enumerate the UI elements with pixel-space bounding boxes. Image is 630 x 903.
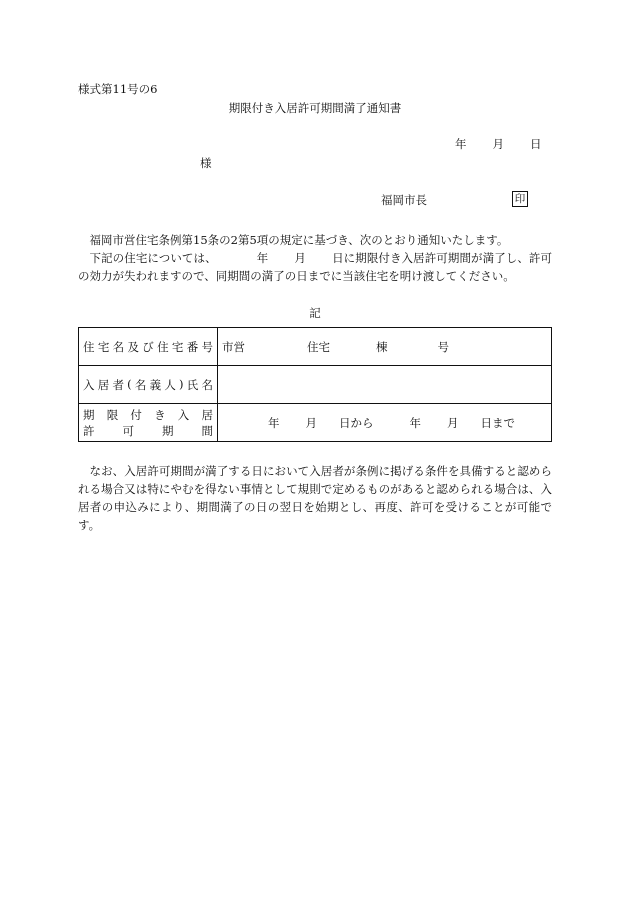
issue-date xyxy=(455,137,542,151)
seal-mark: 印 xyxy=(512,191,528,207)
body-text xyxy=(78,231,552,285)
date-year: 年 xyxy=(455,137,467,151)
period-to-month: 月 xyxy=(447,415,459,430)
label-period-line1: 期 限 付 き 入 居 xyxy=(83,407,213,422)
document-title: 期限付き入居許可期間満了通知書 xyxy=(228,101,402,115)
detail-table xyxy=(78,327,552,442)
table-row xyxy=(79,366,552,404)
value-housing xyxy=(218,328,552,366)
date-day: 日 xyxy=(530,137,542,151)
table-row xyxy=(79,328,552,366)
note-text xyxy=(78,462,552,534)
paragraph-1: 福岡市営住宅条例第15条の2第5項の規定に基づき、次のとおり通知いたします。 xyxy=(89,233,509,247)
paragraph-2-rest: 日に期限付き入居許可期間が満了し、許可の効力が失われますので、同期間の満了の日までに当該住宅を明け渡してください。 xyxy=(78,251,553,283)
note-paragraph: なお、入居許可期間が満了する日において入居者が条例に掲げる条件を具備すると認められる場合又は特にやむを得ない事情として規則で定めるものがあると認められる場合は、入居者の申込みにより、期間満了の日の翌日を始期とし、再度、許可を受けることが可能です。 xyxy=(78,464,552,532)
ki-heading: 記 xyxy=(309,306,321,320)
label-tenant xyxy=(79,366,218,404)
form-number: 様式第11号の6 xyxy=(78,82,158,96)
value-tenant xyxy=(218,366,552,404)
paragraph-2-prefix: 下記の住宅については、 xyxy=(89,251,217,265)
housing-gou: 号 xyxy=(437,339,449,354)
label-housing-text: 住 宅 名 及 び 住 宅 番 号 xyxy=(83,339,213,354)
label-period xyxy=(79,404,218,442)
housing-tou: 棟 xyxy=(376,339,388,354)
paragraph-2 xyxy=(78,249,552,285)
housing-city: 市営 xyxy=(222,339,245,354)
period-from-day: 日から xyxy=(339,415,374,430)
period-to-day: 日まで xyxy=(480,415,515,430)
value-period xyxy=(218,404,552,442)
table-row xyxy=(79,404,552,442)
label-housing xyxy=(79,328,218,366)
period-to-year: 年 xyxy=(409,415,421,430)
addressee-suffix: 様 xyxy=(200,156,212,170)
sender-name: 福岡市長 xyxy=(381,193,427,207)
paragraph-2-year: 年 xyxy=(256,251,269,265)
paragraph-2-month: 月 xyxy=(294,251,306,265)
label-period-line2: 許 可 期 間 xyxy=(83,423,213,438)
period-from-year: 年 xyxy=(268,415,280,430)
housing-jutaku: 住宅 xyxy=(307,339,330,354)
period-from-month: 月 xyxy=(305,415,317,430)
date-month: 月 xyxy=(492,137,504,151)
label-tenant-text: 入 居 者 ( 名 義 人 ) 氏 名 xyxy=(83,376,213,392)
